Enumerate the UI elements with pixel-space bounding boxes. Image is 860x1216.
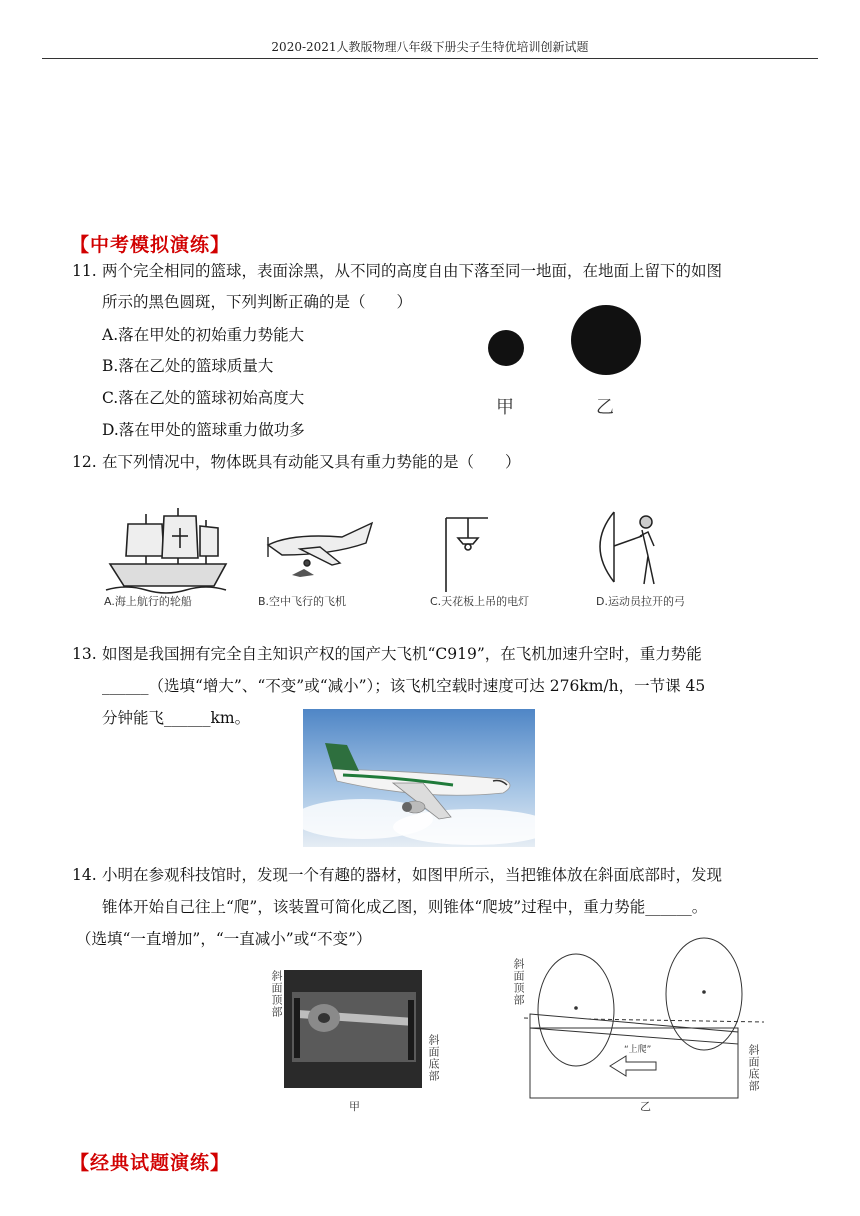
spot-jia bbox=[488, 330, 524, 366]
q11-label-jia: 甲 bbox=[496, 397, 514, 418]
spot-yi bbox=[571, 305, 641, 375]
fig-jia-photo bbox=[284, 970, 422, 1088]
fig-jia-bottom-label: 斜面底部 bbox=[427, 1034, 440, 1082]
q12-caption-b: B.空中飞行的飞机 bbox=[258, 595, 347, 608]
q11-text1: 两个完全相同的篮球，表面涂黑，从不同的高度自由下落至同一地面，在地面上留下的如图 bbox=[102, 262, 723, 280]
header-divider bbox=[42, 58, 818, 59]
fig-yi-top-label: 斜面顶部 bbox=[512, 958, 525, 1006]
q14-number: 14. bbox=[72, 866, 97, 884]
airplane-drawing bbox=[262, 515, 382, 595]
fig-jia-caption: 甲 bbox=[349, 1100, 360, 1113]
q14-line2: 锥体开始自己往上“爬”，该装置可简化成乙图，则锥体“爬坡”过程中，重力势能______。 bbox=[102, 898, 708, 916]
c919-photo bbox=[303, 709, 535, 847]
q12-line1 bbox=[72, 453, 521, 471]
q11-option-d[interactable]: D.落在甲处的篮球重力做功多 bbox=[102, 421, 305, 439]
fig-yi-bottom-label: 斜面底部 bbox=[747, 1044, 760, 1092]
q11-line1 bbox=[72, 262, 722, 280]
q11-option-a[interactable]: A.落在甲处的初始重力势能大 bbox=[102, 326, 305, 344]
q13-line1 bbox=[72, 645, 702, 663]
fig-yi-diagram bbox=[524, 952, 774, 1102]
q13-line2: ______（选填“增大”、“不变”或“减小”）；该飞机空载时速度可达 276km/h，一节课 45 bbox=[102, 677, 706, 695]
ship-image bbox=[106, 506, 236, 596]
q11-option-b[interactable]: B.落在乙处的篮球质量大 bbox=[102, 357, 274, 375]
page-header: 2020-2021人教版物理八年级下册尖子生特优培训创新试题 bbox=[271, 40, 589, 54]
archer-drawing bbox=[590, 506, 670, 596]
q14-line1 bbox=[72, 866, 722, 884]
q12-caption-d: D.运动员拉开的弓 bbox=[596, 595, 685, 608]
q11-label-yi: 乙 bbox=[596, 397, 614, 418]
q12-number: 12. bbox=[72, 453, 97, 471]
q13-number: 13. bbox=[72, 645, 97, 663]
climb-label: “上爬” bbox=[624, 1045, 652, 1055]
q11-number: 11. bbox=[72, 262, 97, 280]
section-title-zhongkao: 【中考模拟演练】 bbox=[70, 234, 231, 256]
q11-option-c[interactable]: C.落在乙处的篮球初始高度大 bbox=[102, 389, 305, 407]
section-title-jingdian: 【经典试题演练】 bbox=[70, 1152, 231, 1174]
q13-line3: 分钟能飞______km。 bbox=[102, 709, 251, 727]
q13-text1: 如图是我国拥有完全自主知识产权的国产大飞机“C919”，在飞机加速升空时，重力势能 bbox=[102, 645, 702, 663]
q14-line3: （选填“一直增加”，“一直减小”或“不变”） bbox=[76, 930, 372, 948]
ceiling-lamp-drawing bbox=[428, 510, 538, 600]
fig-yi-caption: 乙 bbox=[640, 1100, 651, 1113]
q12-caption-c: C.天花板上吊的电灯 bbox=[430, 595, 530, 608]
q12-text1: 在下列情况中，物体既具有动能又具有重力势能的是（ ） bbox=[102, 453, 521, 471]
q14-text1: 小明在参观科技馆时，发现一个有趣的器材，如图甲所示，当把锥体放在斜面底部时，发现 bbox=[102, 866, 723, 884]
fig-jia-top-label: 斜面顶部 bbox=[270, 970, 283, 1018]
q11-line2: 所示的黑色圆斑，下列判断正确的是（ ） bbox=[102, 293, 413, 311]
q12-caption-a: A.海上航行的轮船 bbox=[104, 595, 192, 608]
